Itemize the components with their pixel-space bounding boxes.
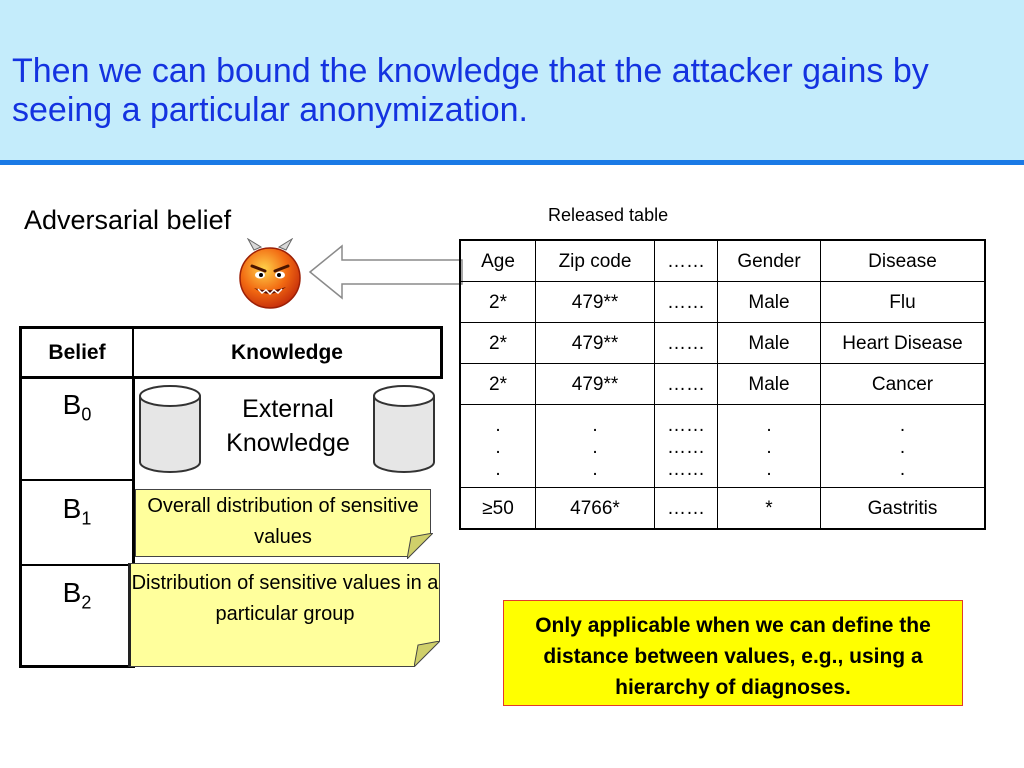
table-header-row	[460, 240, 985, 282]
note-group-distribution	[128, 563, 440, 667]
table-cell: Male	[718, 323, 821, 364]
released-table-caption: Released table	[548, 205, 669, 225]
table-cell: . . .	[460, 405, 536, 488]
released-table	[459, 239, 986, 530]
note-group-text: Distribution of sensitive values in a particular group	[131, 572, 439, 625]
belief-b0: $B_0$	[62, 389, 92, 425]
belief-divider	[22, 479, 132, 481]
table-row	[460, 364, 985, 405]
table-cell: 4766*	[536, 488, 655, 530]
title-rule	[0, 160, 1024, 165]
callout-text: Only applicable when we can define the distance between values, e.g., using a hierarchy of diagnoses.	[535, 614, 931, 699]
table-cell: . . .	[821, 405, 986, 488]
table-row	[460, 282, 985, 323]
table-cell: …… …… ……	[655, 405, 718, 488]
table-cell: Gastritis	[821, 488, 986, 530]
table-cell: ……	[655, 282, 718, 323]
column-header: Gender	[718, 240, 821, 282]
table-cell: 2*	[460, 323, 536, 364]
belief-table-header	[19, 326, 443, 379]
note-fold	[414, 641, 440, 667]
database-cylinder-icon	[372, 384, 436, 474]
table-cell: 2*	[460, 282, 536, 323]
table-row	[460, 488, 985, 530]
slide-title: Then we can bound the knowledge that the attacker gains by seeing a particular anonymization.	[12, 52, 929, 129]
belief-header: Belief	[22, 329, 134, 376]
note-fold	[407, 533, 433, 559]
column-header: Zip code	[536, 240, 655, 282]
callout-note	[503, 600, 963, 706]
table-cell: *	[718, 488, 821, 530]
knowledge-header: Knowledge	[230, 340, 343, 364]
table-cell: Heart Disease	[821, 323, 986, 364]
belief-divider	[22, 564, 132, 566]
note-overall-distribution	[135, 489, 431, 557]
table-cell: Flu	[821, 282, 986, 323]
devil-face-icon	[236, 238, 304, 310]
adversarial-belief-label: Adversarial belief	[24, 205, 232, 235]
table-cell: Cancer	[821, 364, 986, 405]
table-cell: 479**	[536, 282, 655, 323]
table-cell: 479**	[536, 364, 655, 405]
column-header: Age	[460, 240, 536, 282]
table-cell: 2*	[460, 364, 536, 405]
table-cell: ……	[655, 364, 718, 405]
belief-b2: $B_2$	[62, 577, 92, 613]
belief-column	[19, 377, 135, 668]
column-header: Disease	[821, 240, 986, 282]
note-overall-text: Overall distribution of sensitive values	[147, 495, 419, 548]
table-cell: Male	[718, 282, 821, 323]
table-cell: 479**	[536, 323, 655, 364]
table-cell: ≥50	[460, 488, 536, 530]
column-header: ……	[655, 240, 718, 282]
belief-b1: $B_1$	[62, 493, 92, 529]
left-arrow-icon	[306, 242, 466, 302]
table-row	[460, 323, 985, 364]
database-cylinder-icon	[138, 384, 202, 474]
external-knowledge-label: External Knowledge	[226, 395, 350, 457]
table-cell: ……	[655, 323, 718, 364]
table-cell: ……	[655, 488, 718, 530]
table-cell: Male	[718, 364, 821, 405]
table-cell: . . .	[536, 405, 655, 488]
table-cell: . . .	[718, 405, 821, 488]
table-row	[460, 405, 985, 488]
